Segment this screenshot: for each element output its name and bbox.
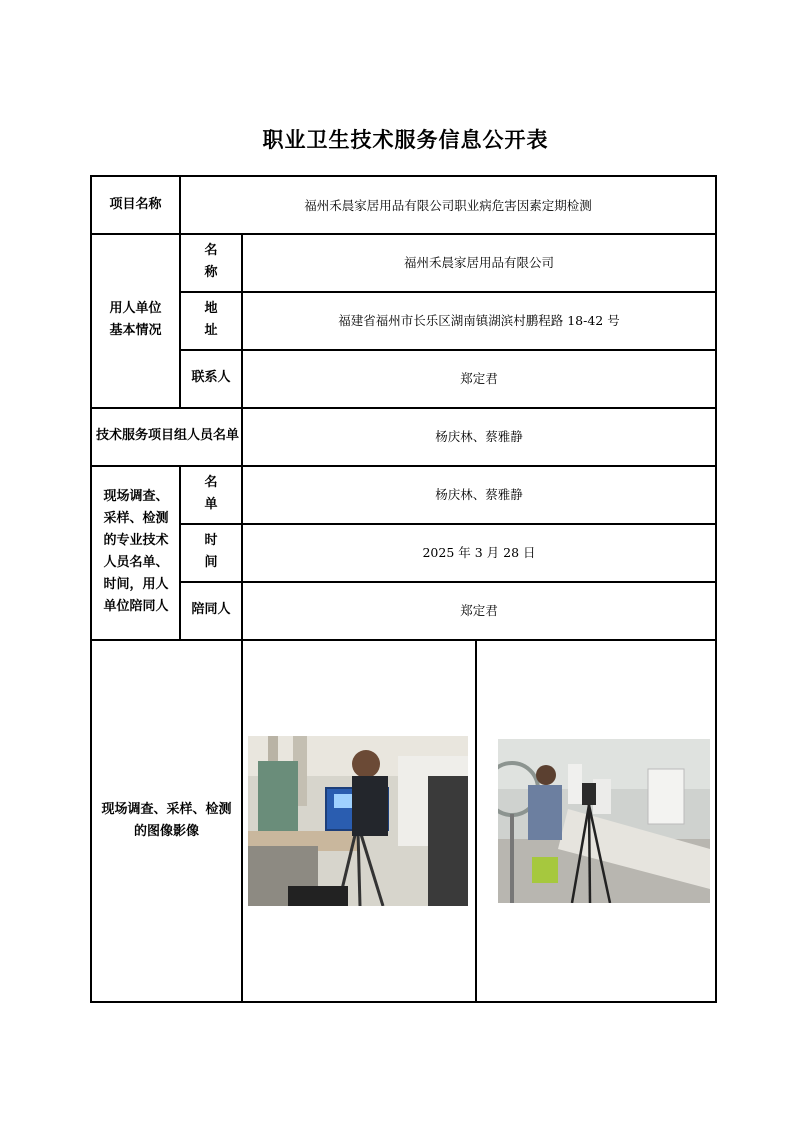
employer-name-value: 福州禾晨家居用品有限公司	[403, 255, 554, 270]
employer-name-label: 名 称	[204, 243, 240, 280]
team-value: 杨庆林、蔡雅静	[435, 429, 523, 444]
employer-contact-label: 联系人	[191, 370, 231, 385]
survey-time-value: 2025 年 3 月 28 日	[422, 545, 536, 560]
employer-section-label: 用人单位基本情况	[109, 301, 162, 338]
images-label: 现场调查、采样、检测的图像影像	[101, 802, 232, 839]
page-title: 职业卫生技术服务信息公开表	[262, 128, 549, 152]
grid-line	[475, 639, 477, 1003]
survey-names-label: 名 单	[204, 475, 240, 512]
survey-escort-value: 郑定君	[460, 603, 498, 618]
project-name-value: 福州禾晨家居用品有限公司职业病危害因素定期检测	[304, 198, 592, 213]
survey-time-label: 时 间	[204, 533, 240, 570]
site-photo-1	[248, 736, 468, 906]
team-label: 技术服务项目组人员名单	[96, 428, 240, 443]
survey-escort-label: 陪同人	[191, 602, 231, 617]
project-name-label: 项目名称	[109, 197, 162, 212]
grid-line	[241, 639, 243, 1003]
employer-address-value: 福建省福州市长乐区湖南镇湖滨村鹏程路 18-42 号	[338, 313, 620, 328]
survey-section-label: 现场调查、采样、检测的专业技术人员名单、时间，用人单位陪同人	[103, 489, 169, 614]
employer-contact-value: 郑定君	[460, 371, 498, 386]
site-photo-2	[498, 739, 710, 903]
employer-address-label: 地 址	[204, 301, 240, 338]
survey-names-value: 杨庆林、蔡雅静	[435, 487, 523, 502]
info-table	[90, 175, 717, 1003]
